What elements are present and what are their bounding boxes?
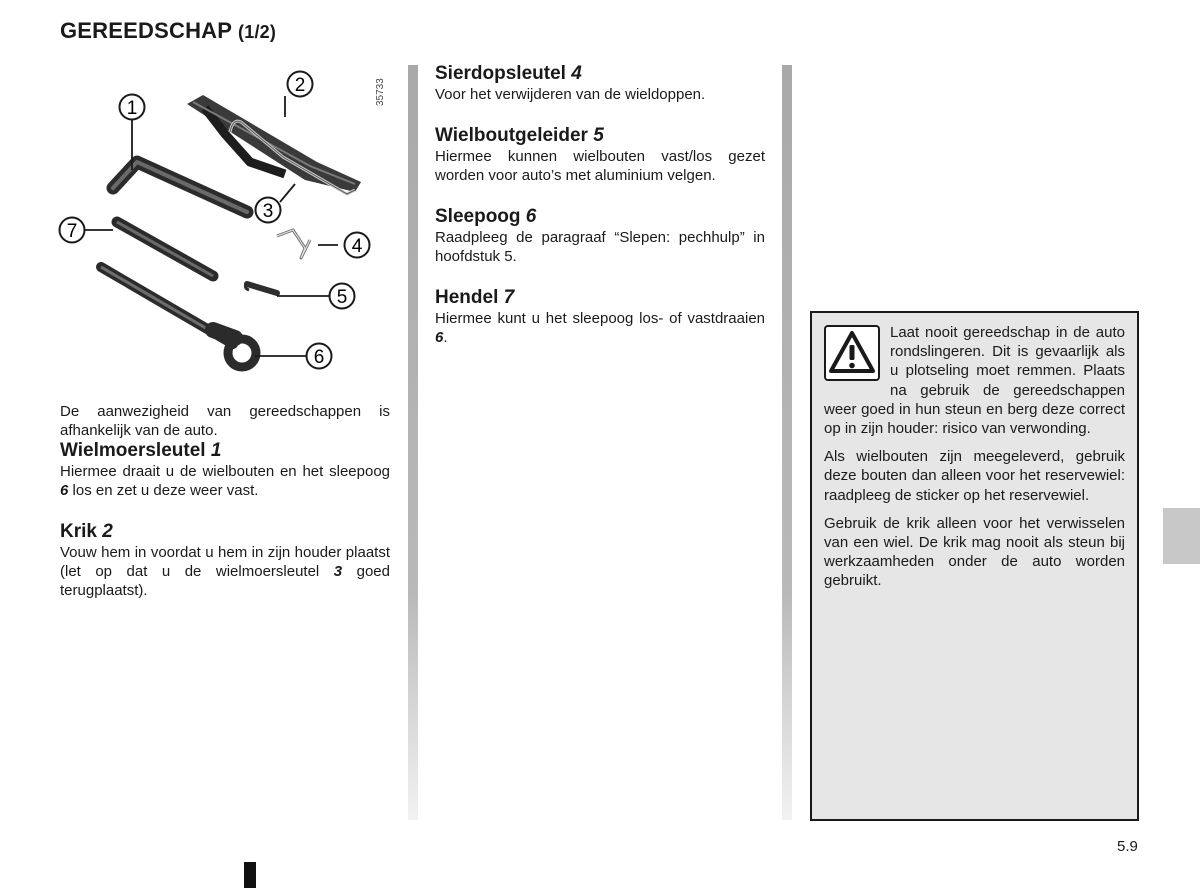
section-title: Wielmoersleutel 1 bbox=[60, 440, 222, 461]
warning-paragraph: Gebruik de krik alleen voor het verwisselen van een wiel. De krik mag nooit als steun bij werkzaamheden onder de auto worden gebruikt. bbox=[824, 514, 1125, 590]
towing-eye-illustration bbox=[101, 267, 256, 367]
callout-1 bbox=[120, 95, 145, 120]
section-text: Voor het verwijderen van de wieldoppen. bbox=[435, 86, 706, 103]
callout-4 bbox=[345, 233, 370, 258]
crop-mark bbox=[244, 862, 256, 888]
tools-illustration bbox=[55, 62, 395, 392]
svg-text:6: 6 bbox=[313, 347, 325, 368]
middle-column bbox=[435, 63, 765, 368]
column-divider bbox=[782, 65, 792, 820]
svg-text:5: 5 bbox=[336, 287, 348, 308]
callout-7 bbox=[60, 218, 85, 243]
section-handle bbox=[435, 287, 765, 347]
section-title: Sierdopsleutel 4 bbox=[435, 63, 582, 84]
callout-3 bbox=[256, 198, 281, 223]
hubcap-key-illustration bbox=[277, 230, 310, 258]
callout-5 bbox=[330, 284, 355, 309]
section-title: Hendel 7 bbox=[435, 287, 515, 308]
handle-illustration bbox=[117, 222, 213, 276]
svg-text:3: 3 bbox=[262, 201, 274, 222]
svg-text:1: 1 bbox=[126, 98, 138, 119]
section-title: Sleepoog 6 bbox=[435, 206, 537, 227]
section-hubcap-key bbox=[435, 63, 765, 104]
section-text: Hiermee kunnen wielbouten vast/los gezet worden voor auto’s met aluminium velgen. bbox=[435, 148, 765, 184]
svg-text:4: 4 bbox=[351, 236, 363, 257]
intro-paragraph: De aanwezigheid van gereedschappen is afhankelijk van de auto. bbox=[60, 403, 390, 439]
page-title-part: (1/2) bbox=[238, 22, 277, 42]
svg-text:2: 2 bbox=[294, 75, 306, 96]
page-title bbox=[60, 18, 276, 44]
section-title: Wielboutgeleider 5 bbox=[435, 125, 604, 146]
callout-2 bbox=[288, 72, 313, 97]
page-title-text: GEREEDSCHAP bbox=[60, 18, 232, 43]
wheel-wrench-illustration bbox=[113, 162, 247, 212]
section-title: Krik 2 bbox=[60, 521, 113, 542]
jack-illustration bbox=[187, 95, 361, 194]
section-wheel-wrench bbox=[60, 440, 390, 500]
left-column bbox=[60, 402, 390, 621]
warning-paragraph: Laat nooit gereedschap in de auto rondslingeren. Dit is gevaarlijk als u plotseling moet remmen. Plaats na gebruik de gereedschappen weer goed in hun steun en berg deze correct op in zijn houder: risico van verwonding. bbox=[824, 324, 1125, 438]
warning-paragraph: Als wielbouten zijn meegeleverd, gebruik deze bouten dan alleen voor het reservewiel: raadpleeg de sticker op het reservewiel. bbox=[824, 448, 1125, 504]
section-text: Hiermee draait u de wielbouten en het sleepoog 6 los en zet u deze weer vast. bbox=[60, 463, 390, 499]
section-text: Hiermee kunt u het sleepoog los- of vastdraaien 6. bbox=[435, 310, 765, 346]
column-divider bbox=[408, 65, 418, 820]
callout-6 bbox=[307, 344, 332, 369]
warning-triangle-icon bbox=[824, 325, 880, 381]
bolt-guide-illustration bbox=[245, 282, 277, 293]
svg-text:7: 7 bbox=[66, 221, 78, 242]
page-number: 5.9 bbox=[1117, 838, 1138, 855]
section-bolt-guide bbox=[435, 125, 765, 185]
figure-ref: 35733 bbox=[375, 78, 386, 106]
section-text: Vouw hem in voordat u hem in zijn houder plaatst (let op dat u de wielmoersleutel 3 goed terugplaatst). bbox=[60, 544, 390, 599]
section-jack bbox=[60, 521, 390, 600]
chapter-tab bbox=[1163, 508, 1200, 564]
section-towing-eye bbox=[435, 206, 765, 266]
section-text: Raadpleeg de paragraaf “Slepen: pechhulp” in hoofdstuk 5. bbox=[435, 229, 765, 265]
warning-box bbox=[810, 311, 1139, 821]
